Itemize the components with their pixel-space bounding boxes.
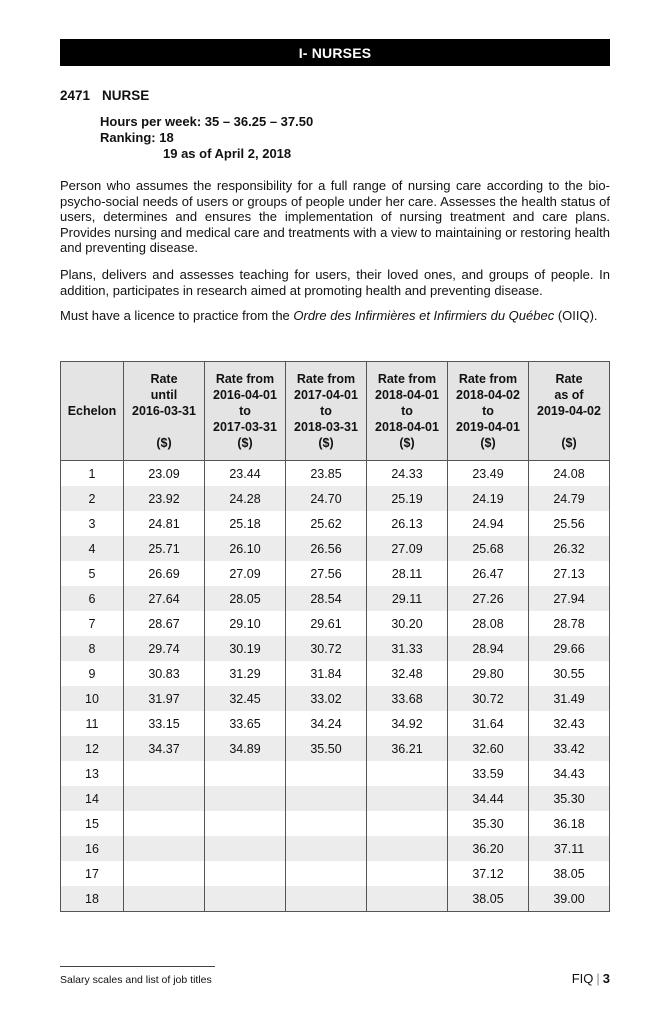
header-line: 2016-04-01 bbox=[213, 388, 277, 402]
rate-cell: 23.44 bbox=[205, 461, 286, 487]
rate-cell: 29.11 bbox=[367, 586, 448, 611]
echelon-cell: 12 bbox=[61, 736, 124, 761]
rate-cell: 26.56 bbox=[286, 536, 367, 561]
header-rate-col-2 bbox=[205, 362, 286, 461]
rate-cell: 24.70 bbox=[286, 486, 367, 511]
rate-cell: 27.13 bbox=[529, 561, 610, 586]
rate-cell: 25.18 bbox=[205, 511, 286, 536]
header-rate-col-4 bbox=[367, 362, 448, 461]
rate-cell: 28.54 bbox=[286, 586, 367, 611]
table-body bbox=[61, 461, 610, 912]
rate-cell: 32.48 bbox=[367, 661, 448, 686]
rate-cell: 33.02 bbox=[286, 686, 367, 711]
header-line bbox=[61, 435, 123, 451]
rate-cell: 27.09 bbox=[367, 536, 448, 561]
table-row bbox=[61, 536, 610, 561]
rate-cell: 38.05 bbox=[448, 886, 529, 912]
rate-cell: 31.64 bbox=[448, 711, 529, 736]
header-line bbox=[529, 419, 609, 435]
header-rate-col-6 bbox=[529, 362, 610, 461]
rate-cell: 28.05 bbox=[205, 586, 286, 611]
rate-cell: 24.33 bbox=[367, 461, 448, 487]
rate-cell: 25.68 bbox=[448, 536, 529, 561]
header-line bbox=[61, 419, 123, 435]
rate-cell: 33.59 bbox=[448, 761, 529, 786]
rate-cell: 26.47 bbox=[448, 561, 529, 586]
rate-cell: 35.30 bbox=[448, 811, 529, 836]
echelon-cell: 3 bbox=[61, 511, 124, 536]
rate-cell: 24.19 bbox=[448, 486, 529, 511]
rate-cell bbox=[205, 861, 286, 886]
table-row bbox=[61, 786, 610, 811]
header-line: Rate from bbox=[377, 372, 437, 386]
header-line: ($) bbox=[237, 436, 253, 450]
rate-cell: 28.08 bbox=[448, 611, 529, 636]
header-rate-col-5 bbox=[448, 362, 529, 461]
job-meta bbox=[100, 114, 313, 162]
table-row bbox=[61, 686, 610, 711]
header-line: 2019-04-02 bbox=[537, 404, 601, 418]
rate-cell: 25.56 bbox=[529, 511, 610, 536]
header-rate-col-1 bbox=[124, 362, 205, 461]
rate-cell: 32.45 bbox=[205, 686, 286, 711]
echelon-cell: 2 bbox=[61, 486, 124, 511]
header-line: to bbox=[320, 404, 332, 418]
rate-cell bbox=[124, 886, 205, 912]
header-line: Rate from bbox=[458, 372, 518, 386]
echelon-cell: 18 bbox=[61, 886, 124, 912]
rate-cell: 31.97 bbox=[124, 686, 205, 711]
section-banner: I- NURSES bbox=[60, 39, 610, 66]
rate-cell: 31.29 bbox=[205, 661, 286, 686]
rate-cell bbox=[367, 786, 448, 811]
header-line bbox=[124, 419, 204, 435]
echelon-cell: 8 bbox=[61, 636, 124, 661]
rate-cell: 26.69 bbox=[124, 561, 205, 586]
header-line: Echelon bbox=[67, 404, 117, 418]
rate-cell: 23.49 bbox=[448, 461, 529, 487]
salary-table bbox=[60, 361, 610, 912]
header-echelon bbox=[61, 362, 124, 461]
echelon-cell: 16 bbox=[61, 836, 124, 861]
header-line: ($) bbox=[561, 436, 577, 450]
ranking-note: 19 as of April 2, 2018 bbox=[163, 146, 292, 161]
echelon-cell: 13 bbox=[61, 761, 124, 786]
rate-cell: 27.09 bbox=[205, 561, 286, 586]
duties-paragraph: Plans, delivers and assesses teaching for users, their loved ones, and groups of people. In addition, participates in research aimed at promoting health and preventing disease. bbox=[60, 267, 610, 298]
table-row bbox=[61, 486, 610, 511]
rate-cell: 28.78 bbox=[529, 611, 610, 636]
header-line bbox=[61, 387, 123, 403]
header-line: to bbox=[239, 404, 251, 418]
header-line: 2016-03-31 bbox=[132, 404, 196, 418]
echelon-cell: 17 bbox=[61, 861, 124, 886]
rate-cell: 25.19 bbox=[367, 486, 448, 511]
header-line: ($) bbox=[399, 436, 415, 450]
rate-cell bbox=[124, 836, 205, 861]
footer-separator: | bbox=[596, 971, 600, 986]
rate-cell: 36.20 bbox=[448, 836, 529, 861]
rate-cell bbox=[124, 761, 205, 786]
job-title: NURSE bbox=[102, 88, 150, 103]
rate-cell: 24.28 bbox=[205, 486, 286, 511]
table-header-row bbox=[61, 362, 610, 461]
rate-cell bbox=[286, 786, 367, 811]
rate-cell bbox=[286, 836, 367, 861]
rate-cell: 34.24 bbox=[286, 711, 367, 736]
rate-cell: 38.05 bbox=[529, 861, 610, 886]
header-line: until bbox=[150, 388, 178, 402]
rate-cell bbox=[124, 786, 205, 811]
ranking: Ranking: 18 bbox=[100, 130, 174, 145]
rate-cell: 27.64 bbox=[124, 586, 205, 611]
rate-cell: 34.44 bbox=[448, 786, 529, 811]
rate-cell bbox=[286, 886, 367, 912]
header-line: ($) bbox=[480, 436, 496, 450]
table-row bbox=[61, 661, 610, 686]
rate-cell: 24.94 bbox=[448, 511, 529, 536]
header-line: 2018-04-01 bbox=[375, 420, 439, 434]
header-line: Rate bbox=[150, 372, 178, 386]
header-line: ($) bbox=[318, 436, 334, 450]
page-number: 3 bbox=[602, 971, 610, 986]
rate-cell: 29.74 bbox=[124, 636, 205, 661]
rate-cell bbox=[286, 861, 367, 886]
rate-cell: 24.81 bbox=[124, 511, 205, 536]
footer-caption: Salary scales and list of job titles bbox=[60, 974, 212, 986]
header-rate-col-3 bbox=[286, 362, 367, 461]
rate-cell: 27.94 bbox=[529, 586, 610, 611]
footer-divider bbox=[60, 966, 215, 967]
rate-cell: 30.72 bbox=[286, 636, 367, 661]
echelon-cell: 14 bbox=[61, 786, 124, 811]
rate-cell: 26.10 bbox=[205, 536, 286, 561]
table-row bbox=[61, 561, 610, 586]
rate-cell bbox=[367, 886, 448, 912]
rate-cell bbox=[205, 836, 286, 861]
rate-cell bbox=[286, 761, 367, 786]
rate-cell: 32.43 bbox=[529, 711, 610, 736]
table-row bbox=[61, 836, 610, 861]
rate-cell: 36.21 bbox=[367, 736, 448, 761]
rate-cell bbox=[124, 861, 205, 886]
table-row bbox=[61, 886, 610, 912]
rate-cell: 33.65 bbox=[205, 711, 286, 736]
rate-cell: 30.20 bbox=[367, 611, 448, 636]
table-row bbox=[61, 761, 610, 786]
rate-cell: 26.13 bbox=[367, 511, 448, 536]
rate-cell bbox=[205, 886, 286, 912]
header-line: Rate from bbox=[296, 372, 356, 386]
licence-order-name: Ordre des Infirmières et Infirmiers du Québec bbox=[293, 308, 555, 323]
rate-cell: 28.11 bbox=[367, 561, 448, 586]
rate-cell: 30.83 bbox=[124, 661, 205, 686]
rate-cell: 27.26 bbox=[448, 586, 529, 611]
echelon-cell: 5 bbox=[61, 561, 124, 586]
header-line: 2017-04-01 bbox=[294, 388, 358, 402]
echelon-cell: 4 bbox=[61, 536, 124, 561]
header-line: ($) bbox=[156, 436, 172, 450]
header-line: as of bbox=[554, 388, 584, 402]
echelon-cell: 11 bbox=[61, 711, 124, 736]
rate-cell: 35.50 bbox=[286, 736, 367, 761]
header-line: 2018-04-02 bbox=[456, 388, 520, 402]
rate-cell bbox=[367, 811, 448, 836]
echelon-cell: 1 bbox=[61, 461, 124, 487]
rate-cell: 28.94 bbox=[448, 636, 529, 661]
rate-cell: 30.72 bbox=[448, 686, 529, 711]
rate-cell: 27.56 bbox=[286, 561, 367, 586]
header-line: 2019-04-01 bbox=[456, 420, 520, 434]
rate-cell: 26.32 bbox=[529, 536, 610, 561]
rate-cell: 37.11 bbox=[529, 836, 610, 861]
footer-page-marker bbox=[572, 971, 610, 986]
header-line: to bbox=[401, 404, 413, 418]
rate-cell: 33.42 bbox=[529, 736, 610, 761]
rate-cell: 29.61 bbox=[286, 611, 367, 636]
rate-cell bbox=[205, 761, 286, 786]
table-row bbox=[61, 636, 610, 661]
rate-cell: 23.85 bbox=[286, 461, 367, 487]
table-row bbox=[61, 711, 610, 736]
job-heading bbox=[60, 88, 149, 103]
rate-cell bbox=[205, 811, 286, 836]
rate-cell: 23.92 bbox=[124, 486, 205, 511]
header-line bbox=[61, 371, 123, 387]
job-code: 2471 bbox=[60, 88, 91, 103]
rate-cell bbox=[286, 811, 367, 836]
rate-cell: 23.09 bbox=[124, 461, 205, 487]
header-line: 2017-03-31 bbox=[213, 420, 277, 434]
rate-cell: 39.00 bbox=[529, 886, 610, 912]
rate-cell: 28.67 bbox=[124, 611, 205, 636]
rate-cell: 36.18 bbox=[529, 811, 610, 836]
table-row bbox=[61, 736, 610, 761]
rate-cell bbox=[205, 786, 286, 811]
echelon-cell: 9 bbox=[61, 661, 124, 686]
rate-cell: 30.55 bbox=[529, 661, 610, 686]
hours-per-week: Hours per week: 35 – 36.25 – 37.50 bbox=[100, 114, 314, 129]
rate-cell: 35.30 bbox=[529, 786, 610, 811]
rate-cell bbox=[367, 836, 448, 861]
rate-cell: 24.79 bbox=[529, 486, 610, 511]
rate-cell: 33.68 bbox=[367, 686, 448, 711]
rate-cell bbox=[124, 811, 205, 836]
rate-cell: 31.84 bbox=[286, 661, 367, 686]
licence-text-after: (OIIQ). bbox=[554, 308, 598, 323]
rate-cell: 25.62 bbox=[286, 511, 367, 536]
footer-brand: FIQ bbox=[571, 971, 594, 986]
header-line: to bbox=[482, 404, 494, 418]
echelon-cell: 7 bbox=[61, 611, 124, 636]
rate-cell: 34.43 bbox=[529, 761, 610, 786]
licence-text-before: Must have a licence to practice from the bbox=[60, 308, 294, 323]
rate-cell: 37.12 bbox=[448, 861, 529, 886]
description-paragraph: Person who assumes the responsibility for a full range of nursing care according to the bio-psycho-social needs of users or groups of people under her care. Assesses the health status of users, determines and ensures the implementation of nursing treatment and care plans. Provides nursing and medical care and treatments with a view to maintaining or restoring health and preventing disease. bbox=[60, 178, 610, 255]
rate-cell: 29.10 bbox=[205, 611, 286, 636]
rate-cell: 34.92 bbox=[367, 711, 448, 736]
header-line: Rate from bbox=[215, 372, 275, 386]
header-line: 2018-04-01 bbox=[375, 388, 439, 402]
rate-cell bbox=[367, 761, 448, 786]
rate-cell: 29.80 bbox=[448, 661, 529, 686]
table-row bbox=[61, 511, 610, 536]
rate-cell: 30.19 bbox=[205, 636, 286, 661]
table-row bbox=[61, 861, 610, 886]
echelon-cell: 10 bbox=[61, 686, 124, 711]
table-row bbox=[61, 811, 610, 836]
rate-cell: 31.49 bbox=[529, 686, 610, 711]
table-row bbox=[61, 461, 610, 487]
licence-paragraph bbox=[60, 308, 610, 324]
table-row bbox=[61, 611, 610, 636]
rate-cell: 24.08 bbox=[529, 461, 610, 487]
header-line: 2018-03-31 bbox=[294, 420, 358, 434]
rate-cell: 34.37 bbox=[124, 736, 205, 761]
rate-cell: 29.66 bbox=[529, 636, 610, 661]
table-row bbox=[61, 586, 610, 611]
rate-cell: 34.89 bbox=[205, 736, 286, 761]
rate-cell: 33.15 bbox=[124, 711, 205, 736]
echelon-cell: 15 bbox=[61, 811, 124, 836]
rate-cell: 31.33 bbox=[367, 636, 448, 661]
rate-cell: 32.60 bbox=[448, 736, 529, 761]
header-line: Rate bbox=[555, 372, 583, 386]
rate-cell: 25.71 bbox=[124, 536, 205, 561]
rate-cell bbox=[367, 861, 448, 886]
echelon-cell: 6 bbox=[61, 586, 124, 611]
